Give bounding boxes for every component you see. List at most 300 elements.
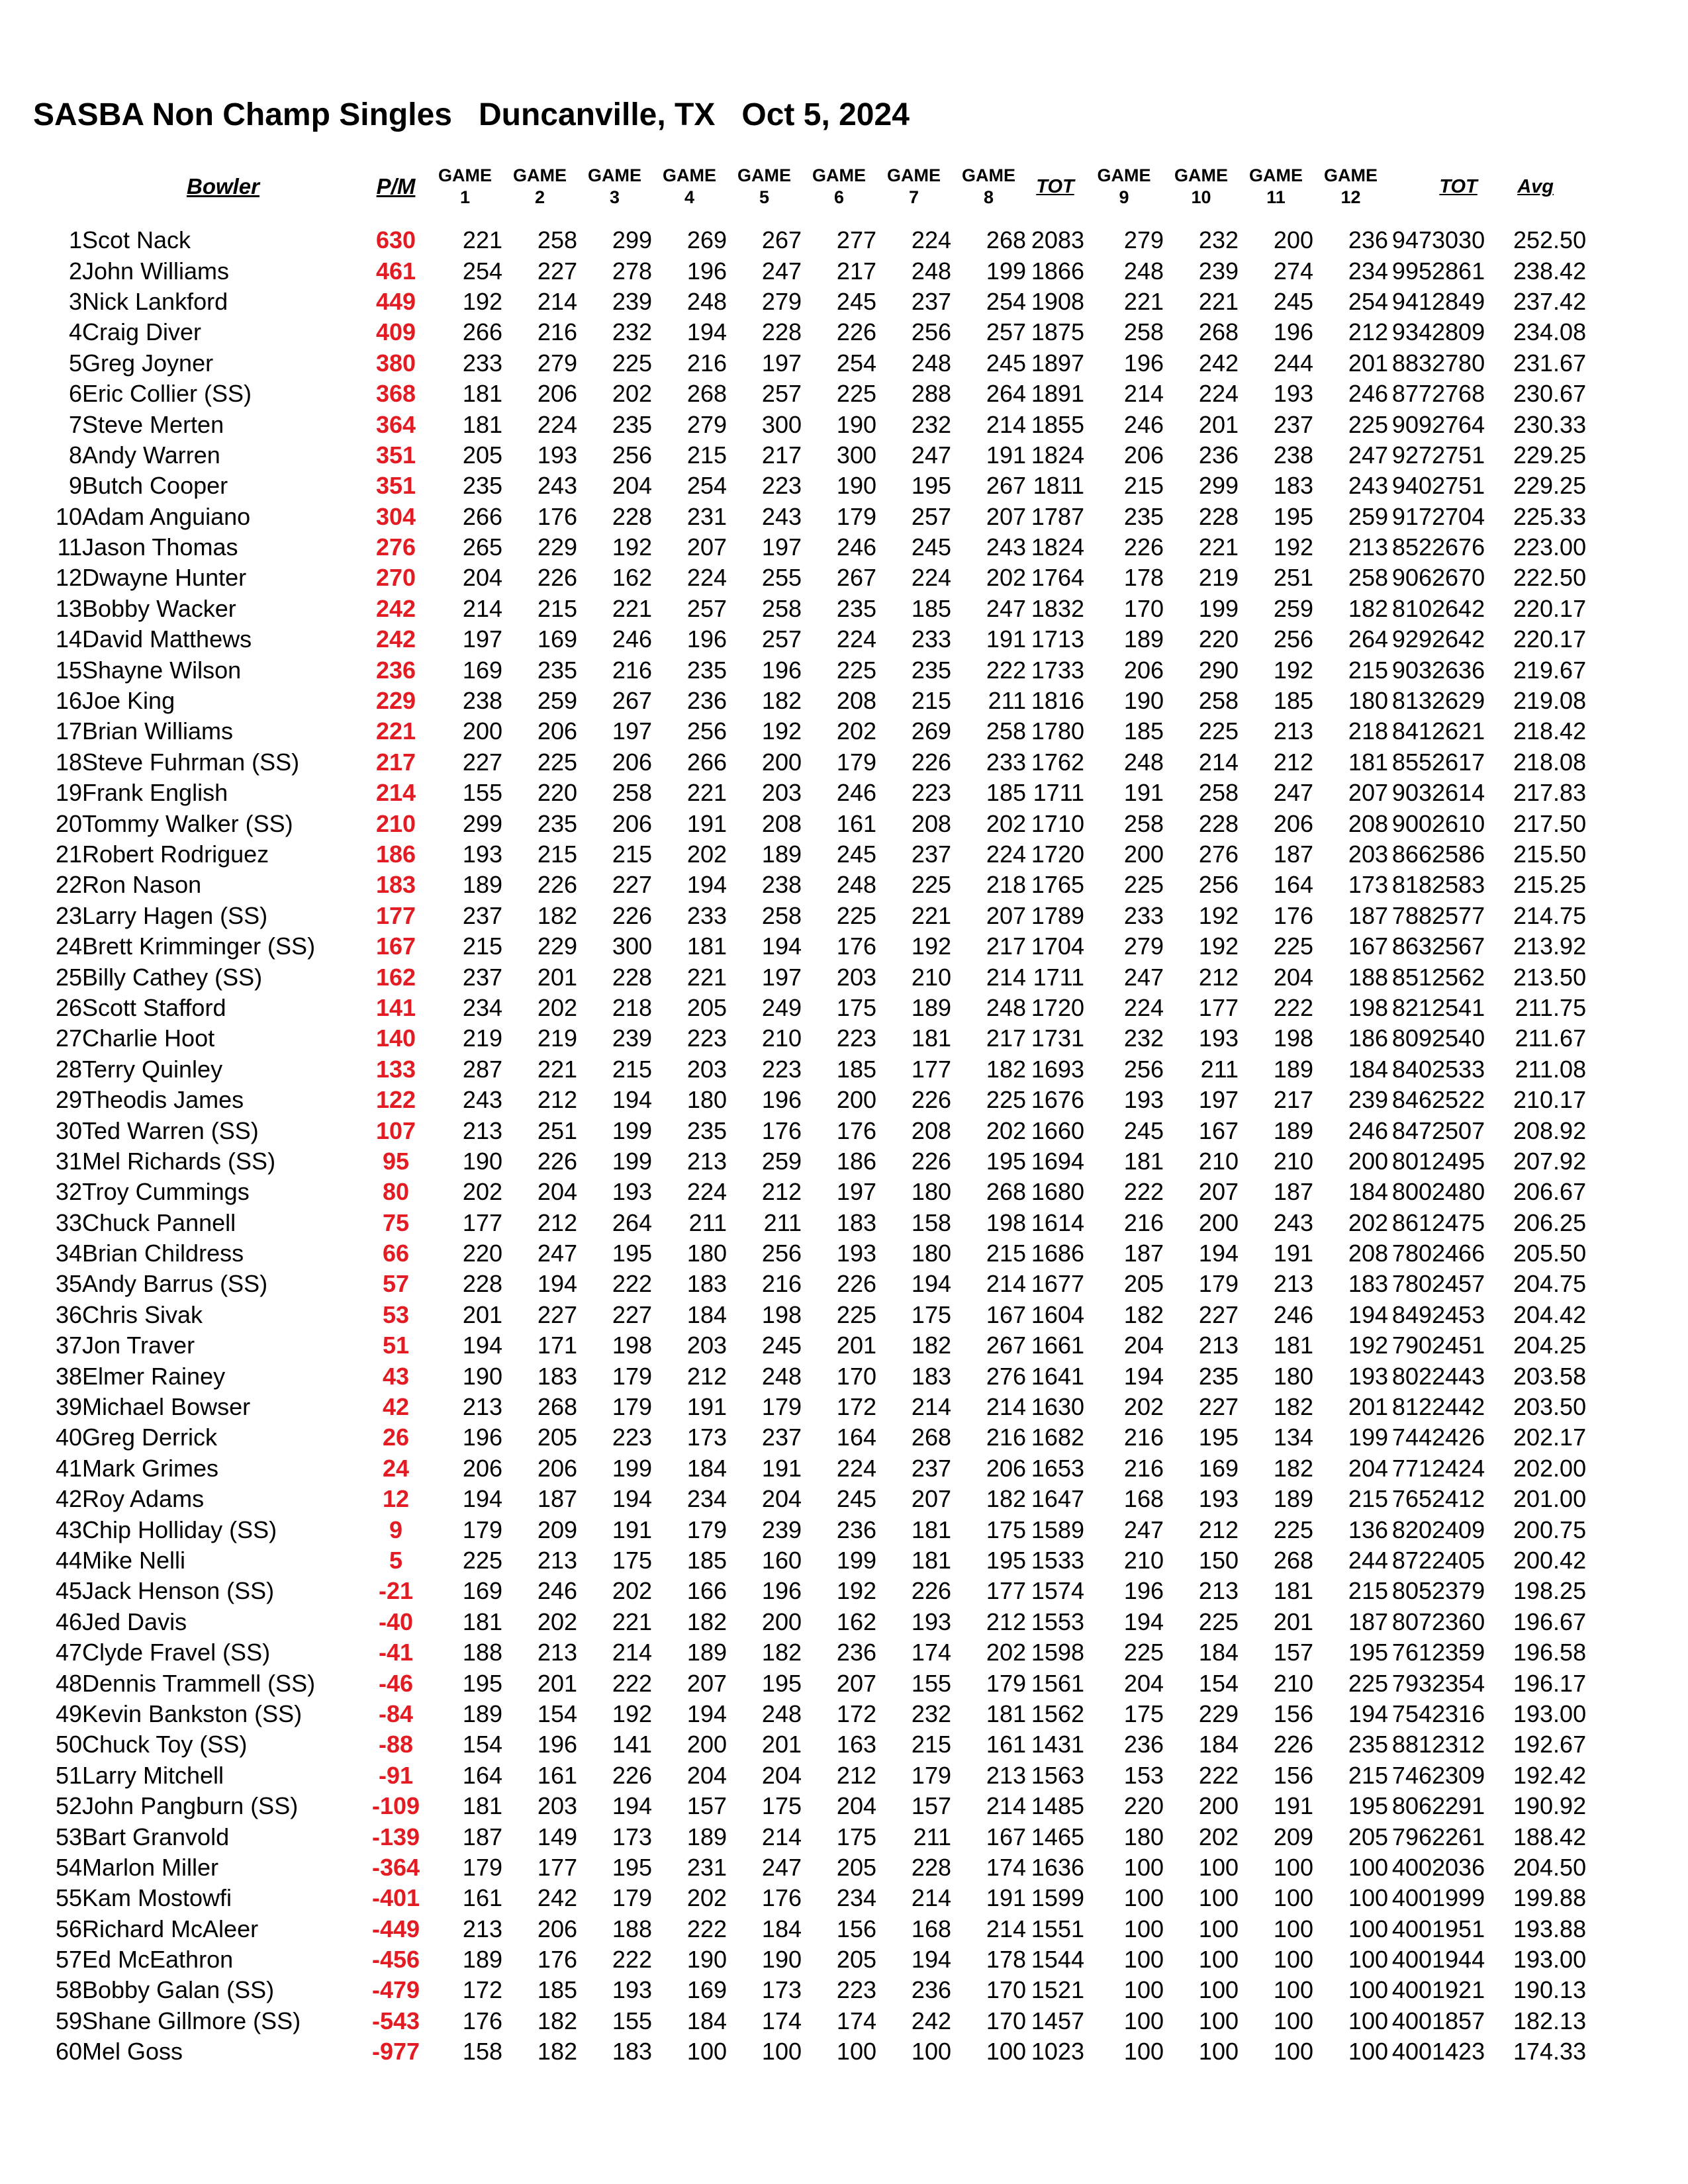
subtotal-4-cell: 400 xyxy=(1391,1976,1432,2004)
game-12-score: 264 xyxy=(1348,625,1388,653)
table-row xyxy=(46,778,1586,808)
avg-cell: 196.58 xyxy=(1513,1639,1587,1666)
game-8-score: 179 xyxy=(986,1669,1026,1697)
bowler-name: Adam Anguiano xyxy=(82,502,251,530)
game-2-score: 201 xyxy=(537,963,577,991)
table-row xyxy=(46,225,1586,255)
avg-cell: 222.50 xyxy=(1513,564,1587,592)
bowler-name: Brett Krimminger (SS) xyxy=(82,933,316,960)
game-10-score: 212 xyxy=(1198,1516,1239,1543)
game-4-score: 180 xyxy=(686,1086,727,1114)
table-row xyxy=(46,1238,1586,1269)
game-3-score: 227 xyxy=(612,1300,652,1328)
subtotal-4-cell: 793 xyxy=(1391,1669,1432,1697)
game-7-score: 183 xyxy=(911,1362,951,1390)
game-3-score: 239 xyxy=(612,287,652,315)
game-11-score: 191 xyxy=(1273,1240,1313,1267)
game-7-score: 155 xyxy=(911,1669,951,1697)
total-cell: 2312 xyxy=(1432,1731,1485,1758)
game-11-score: 156 xyxy=(1273,1700,1313,1727)
game-6-score: 226 xyxy=(836,1270,876,1298)
tot-8-cell: 1765 xyxy=(1031,871,1084,899)
tot-8-cell: 1832 xyxy=(1031,594,1084,622)
game-12-score: 198 xyxy=(1348,993,1388,1021)
avg-cell: 204.25 xyxy=(1513,1332,1587,1359)
game-3-score: 202 xyxy=(612,380,652,408)
game-5-score: 200 xyxy=(761,748,802,776)
game-4-score: 205 xyxy=(686,993,727,1021)
bowler-name: Larry Hagen (SS) xyxy=(82,901,268,929)
game-5-score: 204 xyxy=(761,1485,802,1513)
game-7-score: 248 xyxy=(911,257,951,285)
game-5-score: 247 xyxy=(761,1853,802,1881)
game-6-score: 225 xyxy=(836,901,876,929)
game-1-score: 219 xyxy=(462,1024,502,1052)
game-7-score: 189 xyxy=(911,993,951,1021)
total-cell: 2764 xyxy=(1432,410,1485,438)
game-5-score: 248 xyxy=(761,1362,802,1390)
table-row xyxy=(46,1484,1586,1514)
bowler-name: Ed McEathron xyxy=(82,1946,234,1974)
pm-cell: 186 xyxy=(375,841,416,868)
game-5-score: 279 xyxy=(761,287,802,315)
game-9-score: 182 xyxy=(1123,1300,1164,1328)
tot-8-cell: 1875 xyxy=(1031,318,1084,346)
rank-cell: 58 xyxy=(55,1976,82,2004)
game-11-score: 245 xyxy=(1273,287,1313,315)
bowler-name: David Matthews xyxy=(82,625,252,653)
total-cell: 2642 xyxy=(1432,594,1485,622)
game-11-score: 189 xyxy=(1273,1485,1313,1513)
game-6-score: 202 xyxy=(836,717,876,745)
game-11-score: 181 xyxy=(1273,1577,1313,1605)
game-8-score: 217 xyxy=(986,933,1026,960)
table-row xyxy=(46,901,1586,931)
avg-cell: 193.00 xyxy=(1513,1700,1587,1727)
game-8-score: 177 xyxy=(986,1577,1026,1605)
table-row xyxy=(46,686,1586,716)
game-9-score: 100 xyxy=(1123,1884,1164,1912)
avg-cell: 223.00 xyxy=(1513,533,1587,561)
pm-cell: 133 xyxy=(375,1055,416,1083)
pm-cell: 141 xyxy=(375,993,416,1021)
tot-8-cell: 1710 xyxy=(1031,809,1084,837)
game-2-score: 268 xyxy=(537,1393,577,1421)
table-row xyxy=(46,287,1586,317)
rank-cell: 24 xyxy=(55,933,82,960)
bowler-name: Craig Diver xyxy=(82,318,202,346)
pm-cell: 167 xyxy=(375,933,416,960)
total-cell: 2442 xyxy=(1432,1393,1485,1421)
game-8-score: 212 xyxy=(986,1608,1026,1635)
rank-cell: 33 xyxy=(55,1208,82,1236)
game-9-score: 194 xyxy=(1123,1362,1164,1390)
table-row xyxy=(46,808,1586,839)
game-6-score: 200 xyxy=(836,1086,876,1114)
total-cell: 2466 xyxy=(1432,1240,1485,1267)
table-row xyxy=(46,379,1586,409)
bowler-name: Richard McAleer xyxy=(82,1915,259,1942)
game-9-score: 247 xyxy=(1123,963,1164,991)
game-12-score: 218 xyxy=(1348,717,1388,745)
game-2-score: 242 xyxy=(537,1884,577,1912)
game-7-score: 269 xyxy=(911,717,951,745)
avg-cell: 220.17 xyxy=(1513,625,1587,653)
total-cell: 2676 xyxy=(1432,533,1485,561)
game-2-score: 247 xyxy=(537,1240,577,1267)
table-row xyxy=(46,716,1586,747)
rank-cell: 51 xyxy=(55,1761,82,1789)
game-3-score: 221 xyxy=(612,1608,652,1635)
game-3-score: 299 xyxy=(612,226,652,254)
total-cell: 2495 xyxy=(1432,1147,1485,1175)
pm-cell: -449 xyxy=(371,1915,420,1942)
game-1-score: 169 xyxy=(462,1577,502,1605)
game-9-header: GAME 9 xyxy=(1097,165,1151,207)
total-cell: 2670 xyxy=(1432,564,1485,592)
game-9-score: 215 xyxy=(1123,472,1164,500)
total-cell: 2405 xyxy=(1432,1546,1485,1574)
game-2-score: 226 xyxy=(537,871,577,899)
game-10-score: 197 xyxy=(1198,1086,1239,1114)
game-10-score: 229 xyxy=(1198,1700,1239,1727)
game-10-score: 194 xyxy=(1198,1240,1239,1267)
game-12-score: 259 xyxy=(1348,502,1388,530)
pm-cell: -456 xyxy=(371,1946,420,1974)
game-10-score: 100 xyxy=(1198,1976,1239,2004)
tot-8-cell: 1661 xyxy=(1031,1332,1084,1359)
avg-cell: 230.67 xyxy=(1513,380,1587,408)
total-cell: 2379 xyxy=(1432,1577,1485,1605)
game-3-score: 232 xyxy=(612,318,652,346)
game-12-score: 215 xyxy=(1348,1577,1388,1605)
tot-8-cell: 1604 xyxy=(1031,1300,1084,1328)
game-9-score: 232 xyxy=(1123,1024,1164,1052)
game-4-score: 194 xyxy=(686,1700,727,1727)
total-cell: 1921 xyxy=(1432,1976,1485,2004)
game-7-score: 232 xyxy=(911,1700,951,1727)
game-12-header: GAME 12 xyxy=(1324,165,1378,207)
game-4-score: 190 xyxy=(686,1946,727,1974)
rank-cell: 16 xyxy=(55,687,82,715)
game-7-score: 226 xyxy=(911,1086,951,1114)
game-2-score: 246 xyxy=(537,1577,577,1605)
game-3-score: 227 xyxy=(612,871,652,899)
rank-cell: 19 xyxy=(55,779,82,807)
bowler-name: Bobby Galan (SS) xyxy=(82,1976,275,2004)
rank-cell: 41 xyxy=(55,1454,82,1482)
game-1-score: 265 xyxy=(462,533,502,561)
game-1-score: 195 xyxy=(462,1669,502,1697)
game-10-score: 290 xyxy=(1198,656,1239,684)
game-5-score: 210 xyxy=(761,1024,802,1052)
game-4-score: 248 xyxy=(686,287,727,315)
pm-header: P/M xyxy=(376,174,416,199)
game-5-score: 216 xyxy=(761,1270,802,1298)
game-9-score: 247 xyxy=(1123,1516,1164,1543)
game-9-score: 191 xyxy=(1123,779,1164,807)
game-2-score: 154 xyxy=(537,1700,577,1727)
game-4-score: 216 xyxy=(686,349,727,377)
game-3-score: 204 xyxy=(612,472,652,500)
tot-8-cell: 1521 xyxy=(1031,1976,1084,2004)
total-cell: 2540 xyxy=(1432,1024,1485,1052)
total-cell: 2861 xyxy=(1432,257,1485,285)
game-6-score: 254 xyxy=(836,349,876,377)
tot-8-cell: 1677 xyxy=(1031,1270,1084,1298)
game-11-score: 247 xyxy=(1273,779,1313,807)
game-6-score: 203 xyxy=(836,963,876,991)
game-5-score: 175 xyxy=(761,1792,802,1820)
game-8-score: 170 xyxy=(986,2007,1026,2034)
game-11-score: 238 xyxy=(1273,441,1313,469)
game-12-score: 207 xyxy=(1348,779,1388,807)
table-row xyxy=(46,1760,1586,1791)
table-row xyxy=(46,1300,1586,1330)
game-7-score: 168 xyxy=(911,1915,951,1942)
game-7-score: 180 xyxy=(911,1240,951,1267)
game-6-score: 192 xyxy=(836,1577,876,1605)
game-12-score: 187 xyxy=(1348,901,1388,929)
game-10-score: 225 xyxy=(1198,717,1239,745)
game-3-score: 197 xyxy=(612,717,652,745)
game-4-score: 256 xyxy=(686,717,727,745)
game-1-score: 214 xyxy=(462,594,502,622)
game-6-score: 100 xyxy=(836,2038,876,2066)
game-2-score: 185 xyxy=(537,1976,577,2004)
rank-cell: 21 xyxy=(55,841,82,868)
bowler-name: Brian Williams xyxy=(82,717,234,745)
pm-cell: -41 xyxy=(378,1639,414,1666)
game-1-score: 220 xyxy=(462,1240,502,1267)
game-9-score: 181 xyxy=(1123,1147,1164,1175)
game-2-score: 193 xyxy=(537,441,577,469)
game-11-score: 244 xyxy=(1273,349,1313,377)
game-6-score: 236 xyxy=(836,1516,876,1543)
game-1-score: 189 xyxy=(462,1946,502,1974)
game-1-score: 266 xyxy=(462,318,502,346)
game-12-score: 204 xyxy=(1348,1454,1388,1482)
game-12-score: 258 xyxy=(1348,564,1388,592)
game-10-score: 193 xyxy=(1198,1024,1239,1052)
game-12-score: 195 xyxy=(1348,1639,1388,1666)
game-12-score: 215 xyxy=(1348,1485,1388,1513)
game-12-score: 202 xyxy=(1348,1208,1388,1236)
total-cell: 2036 xyxy=(1432,1853,1485,1881)
game-9-score: 168 xyxy=(1123,1485,1164,1513)
tot-8-cell: 1562 xyxy=(1031,1700,1084,1727)
game-4-score: 224 xyxy=(686,564,727,592)
table-row xyxy=(46,1177,1586,1207)
game-5-score: 214 xyxy=(761,1823,802,1850)
table-row xyxy=(46,1883,1586,1913)
table-row xyxy=(46,1913,1586,1944)
avg-cell: 218.08 xyxy=(1513,748,1587,776)
game-12-score: 193 xyxy=(1348,1362,1388,1390)
rank-cell: 12 xyxy=(55,564,82,592)
game-3-score: 226 xyxy=(612,901,652,929)
game-2-score: 187 xyxy=(537,1485,577,1513)
game-9-score: 170 xyxy=(1123,594,1164,622)
game-4-score: 196 xyxy=(686,625,727,653)
total-cell: 2610 xyxy=(1432,809,1485,837)
game-7-score: 224 xyxy=(911,226,951,254)
bowler-name: Mike Nelli xyxy=(82,1546,186,1574)
game-7-score: 208 xyxy=(911,1116,951,1144)
game-2-score: 202 xyxy=(537,1608,577,1635)
bowler-name: Greg Joyner xyxy=(82,349,214,377)
game-2-score: 177 xyxy=(537,1853,577,1881)
game-10-score: 239 xyxy=(1198,257,1239,285)
table-row xyxy=(46,1361,1586,1391)
pm-cell: -109 xyxy=(371,1792,420,1820)
pm-cell: 270 xyxy=(375,564,416,592)
avg-cell: 190.13 xyxy=(1513,1976,1587,2004)
tot-8-cell: 1897 xyxy=(1031,349,1084,377)
game-7-score: 237 xyxy=(911,841,951,868)
game-2-score: 182 xyxy=(537,901,577,929)
pm-cell: 276 xyxy=(375,533,416,561)
bowler-name: Eric Collier (SS) xyxy=(82,380,252,408)
table-row xyxy=(46,655,1586,685)
game-11-score: 176 xyxy=(1273,901,1313,929)
avg-cell: 214.75 xyxy=(1513,901,1587,929)
subtotal-4-cell: 947 xyxy=(1391,226,1432,254)
game-9-score: 245 xyxy=(1123,1116,1164,1144)
game-1-score: 221 xyxy=(462,226,502,254)
game-4-score: 223 xyxy=(686,1024,727,1052)
game-1-score: 234 xyxy=(462,993,502,1021)
game-7-score: 207 xyxy=(911,1485,951,1513)
tot-8-header: TOT xyxy=(1036,175,1074,197)
game-4-score: 189 xyxy=(686,1639,727,1666)
game-5-score: 204 xyxy=(761,1761,802,1789)
game-1-score: 200 xyxy=(462,717,502,745)
bowler-name: Scott Stafford xyxy=(82,993,226,1021)
bowler-name: Elmer Rainey xyxy=(82,1362,226,1390)
game-7-score: 211 xyxy=(913,1823,951,1850)
game-8-score: 185 xyxy=(986,779,1026,807)
game-2-score: 227 xyxy=(537,257,577,285)
game-1-score: 205 xyxy=(462,441,502,469)
game-5-score: 174 xyxy=(761,2007,802,2034)
game-7-score: 177 xyxy=(911,1055,951,1083)
game-11-score: 100 xyxy=(1273,1915,1313,1942)
subtotal-4-cell: 849 xyxy=(1391,1300,1432,1328)
game-6-score: 235 xyxy=(836,594,876,622)
rank-cell: 31 xyxy=(55,1147,82,1175)
game-10-score: 192 xyxy=(1198,901,1239,929)
game-6-score: 199 xyxy=(836,1546,876,1574)
table-row xyxy=(46,1146,1586,1177)
rank-cell: 27 xyxy=(55,1024,82,1052)
tot-8-cell: 1551 xyxy=(1031,1915,1084,1942)
game-12-score: 136 xyxy=(1348,1516,1388,1543)
bowler-name: Ted Warren (SS) xyxy=(82,1116,259,1144)
tot-8-cell: 1682 xyxy=(1031,1424,1084,1451)
pm-cell: 214 xyxy=(375,779,416,807)
rank-cell: 43 xyxy=(55,1516,82,1543)
game-3-score: 202 xyxy=(612,1577,652,1605)
game-1-score: 233 xyxy=(462,349,502,377)
game-5-score: 223 xyxy=(761,472,802,500)
game-5-score: 239 xyxy=(761,1516,802,1543)
game-2-score: 259 xyxy=(537,687,577,715)
subtotal-4-cell: 780 xyxy=(1391,1240,1432,1267)
game-10-score: 100 xyxy=(1198,1915,1239,1942)
game-1-score: 215 xyxy=(462,933,502,960)
game-9-score: 248 xyxy=(1123,748,1164,776)
avg-cell: 229.25 xyxy=(1513,441,1587,469)
game-3-score: 199 xyxy=(612,1116,652,1144)
game-2-score: 171 xyxy=(537,1332,577,1359)
game-7-score: 179 xyxy=(911,1761,951,1789)
table-row xyxy=(46,1208,1586,1238)
tot-8-cell: 1653 xyxy=(1031,1454,1084,1482)
game-6-score: 190 xyxy=(836,472,876,500)
game-11-score: 100 xyxy=(1273,2007,1313,2034)
subtotal-4-cell: 840 xyxy=(1391,1055,1432,1083)
game-1-score: 213 xyxy=(462,1915,502,1942)
rank-cell: 52 xyxy=(55,1792,82,1820)
avg-cell: 203.50 xyxy=(1513,1393,1587,1421)
game-6-score: 248 xyxy=(836,871,876,899)
pm-cell: -88 xyxy=(378,1731,414,1758)
game-3-score: 206 xyxy=(612,809,652,837)
game-5-score: 245 xyxy=(761,1332,802,1359)
subtotal-4-cell: 813 xyxy=(1391,687,1432,715)
game-4-score: 233 xyxy=(686,901,727,929)
game-8-score: 207 xyxy=(986,502,1026,530)
avg-cell: 174.33 xyxy=(1513,2038,1587,2066)
game-1-score: 243 xyxy=(462,1086,502,1114)
avg-cell: 205.50 xyxy=(1513,1240,1587,1267)
game-2-score: 215 xyxy=(537,594,577,622)
tot-8-cell: 1694 xyxy=(1031,1147,1084,1175)
total-cell: 1951 xyxy=(1432,1915,1485,1942)
avg-cell: 192.67 xyxy=(1513,1731,1587,1758)
game-8-score: 217 xyxy=(986,1024,1026,1052)
game-11-score: 189 xyxy=(1273,1116,1313,1144)
game-5-score: 192 xyxy=(761,717,802,745)
game-6-header: GAME 6 xyxy=(812,165,866,207)
game-10-score: 100 xyxy=(1198,1884,1239,1912)
table-row xyxy=(46,931,1586,962)
game-9-score: 196 xyxy=(1123,349,1164,377)
game-6-score: 185 xyxy=(836,1055,876,1083)
game-12-score: 100 xyxy=(1348,1915,1388,1942)
subtotal-4-cell: 872 xyxy=(1391,1546,1432,1574)
game-4-score: 189 xyxy=(686,1823,727,1850)
game-12-score: 212 xyxy=(1348,318,1388,346)
game-5-score: 176 xyxy=(761,1116,802,1144)
subtotal-4-cell: 818 xyxy=(1391,871,1432,899)
game-9-score: 233 xyxy=(1123,901,1164,929)
game-9-score: 100 xyxy=(1123,1976,1164,2004)
game-9-score: 210 xyxy=(1123,1546,1164,1574)
game-6-score: 300 xyxy=(836,441,876,469)
game-4-score: 254 xyxy=(686,472,727,500)
game-2-score: 243 xyxy=(537,472,577,500)
game-12-score: 180 xyxy=(1348,687,1388,715)
game-7-score: 245 xyxy=(911,533,951,561)
game-3-score: 206 xyxy=(612,748,652,776)
subtotal-4-cell: 806 xyxy=(1391,1792,1432,1820)
game-7-score: 193 xyxy=(911,1608,951,1635)
avg-cell: 213.50 xyxy=(1513,963,1587,991)
game-9-score: 200 xyxy=(1123,841,1164,868)
tot-8-cell: 1680 xyxy=(1031,1178,1084,1206)
